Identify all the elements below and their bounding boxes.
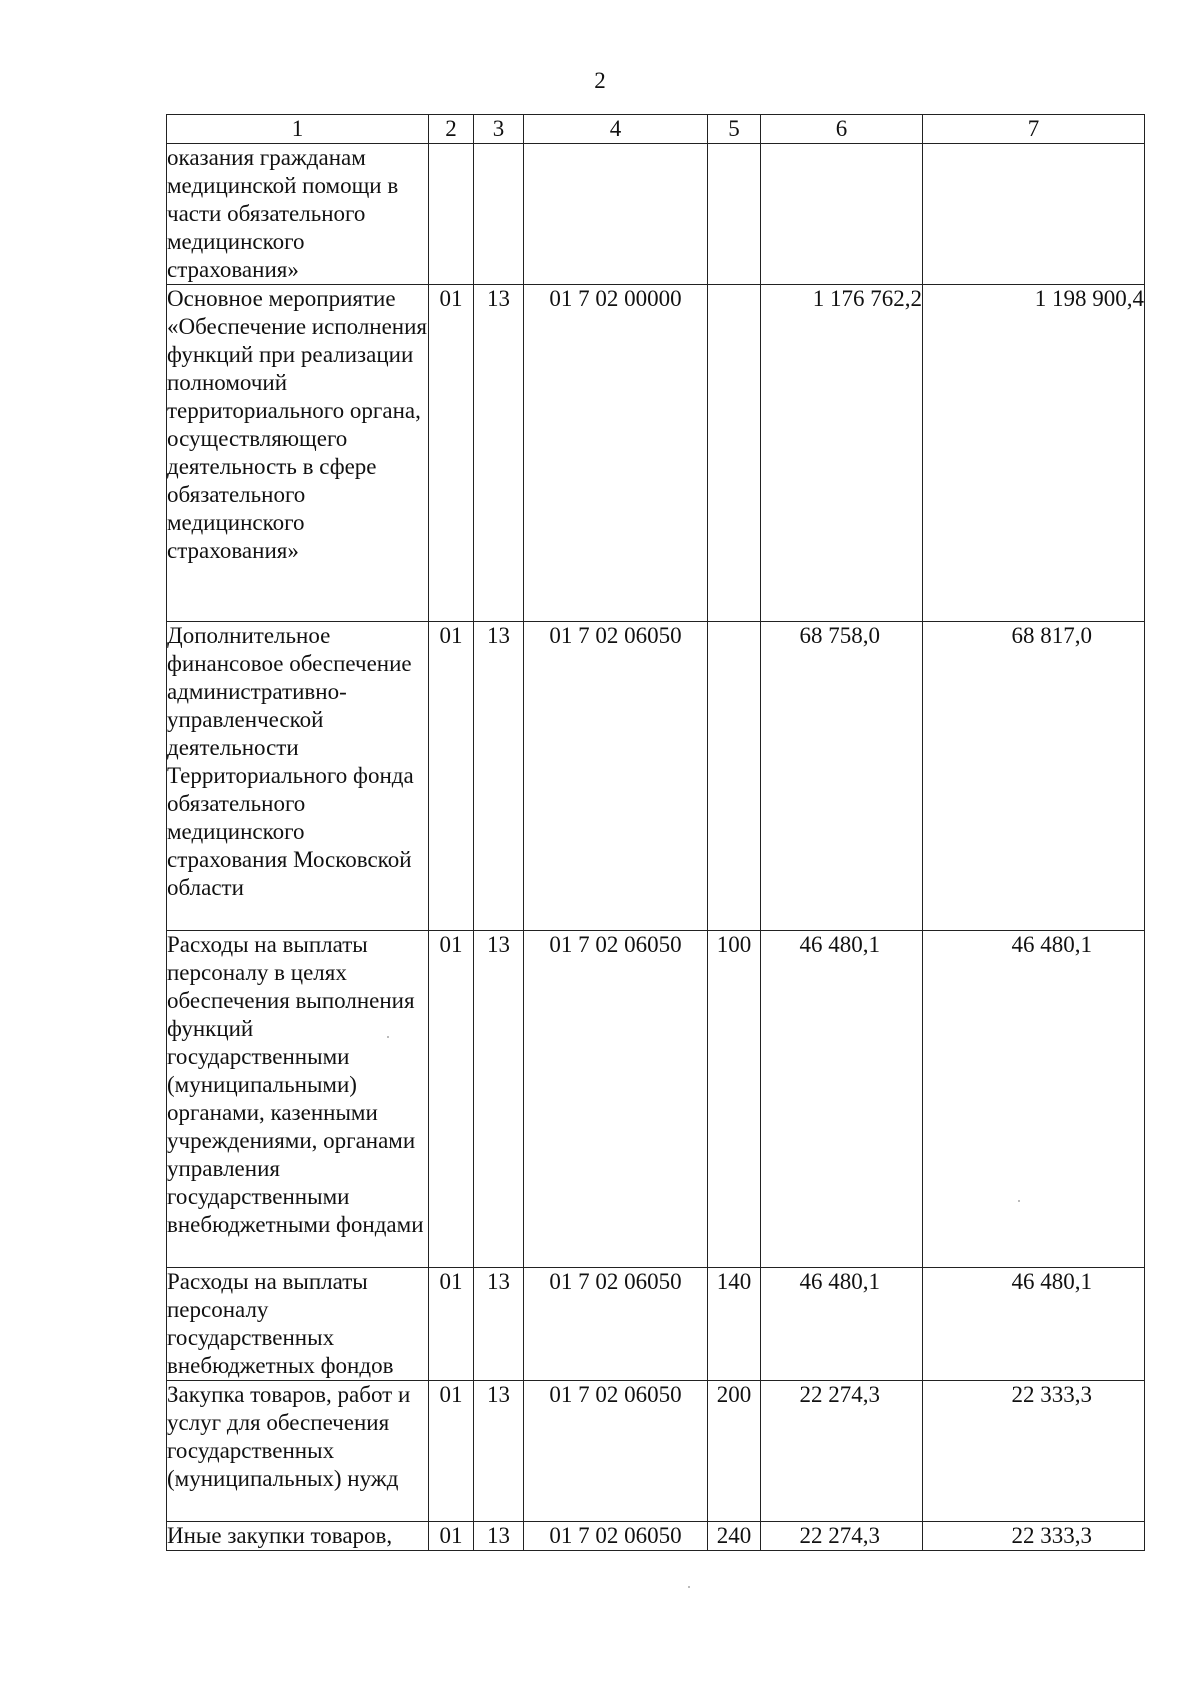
year1-amount-cell: 46 480,1 bbox=[761, 931, 923, 1268]
section-cell: 01 bbox=[429, 285, 474, 622]
year2-amount-cell: 1 198 900,4 bbox=[923, 285, 1145, 622]
section-cell: 01 bbox=[429, 1522, 474, 1551]
target-code-cell: 01 7 02 06050 bbox=[524, 622, 708, 931]
section-cell: 01 bbox=[429, 1268, 474, 1381]
target-code-cell: 01 7 02 06050 bbox=[524, 1268, 708, 1381]
table-header bbox=[167, 115, 1145, 144]
row-name-cell: Основное мероприятие «Обеспечение исполнения функций при реализации полномочий территориального органа, осуществляющего деятельность в сфере обязательного медицинского страхования» bbox=[167, 285, 429, 622]
column-header: 7 bbox=[923, 115, 1145, 144]
column-header: 4 bbox=[524, 115, 708, 144]
row-name-cell: Расходы на выплаты персоналу в целях обеспечения выполнения функций государственными (муниципальными) органами, казенными учреждениями, органами управления государственными внебюджетными фондами bbox=[167, 931, 429, 1268]
subsection-cell bbox=[474, 144, 524, 285]
expense-type-cell: 240 bbox=[708, 1522, 761, 1551]
budget-table bbox=[166, 114, 1145, 1551]
year2-amount-cell: 22 333,3 bbox=[923, 1522, 1145, 1551]
expense-type-cell: 200 bbox=[708, 1381, 761, 1522]
year2-amount-cell: 68 817,0 bbox=[923, 622, 1145, 931]
year2-amount-cell: 22 333,3 bbox=[923, 1381, 1145, 1522]
section-cell: 01 bbox=[429, 1381, 474, 1522]
year1-amount-cell: 22 274,3 bbox=[761, 1381, 923, 1522]
subsection-cell: 13 bbox=[474, 1268, 524, 1381]
section-cell: 01 bbox=[429, 931, 474, 1268]
target-code-cell bbox=[524, 144, 708, 285]
target-code-cell: 01 7 02 06050 bbox=[524, 1381, 708, 1522]
row-name-cell: Иные закупки товаров, bbox=[167, 1522, 429, 1551]
section-cell bbox=[429, 144, 474, 285]
year1-amount-cell: 1 176 762,2 bbox=[761, 285, 923, 622]
year1-amount-cell: 22 274,3 bbox=[761, 1522, 923, 1551]
table-row bbox=[167, 931, 1145, 1268]
page-number: 2 bbox=[594, 68, 606, 93]
scan-speck bbox=[688, 1586, 690, 1588]
column-header: 5 bbox=[708, 115, 761, 144]
expense-type-cell: 140 bbox=[708, 1268, 761, 1381]
column-header: 1 bbox=[167, 115, 429, 144]
table-row bbox=[167, 1268, 1145, 1381]
year1-amount-cell bbox=[761, 144, 923, 285]
subsection-cell: 13 bbox=[474, 285, 524, 622]
subsection-cell: 13 bbox=[474, 931, 524, 1268]
row-name-cell: оказания гражданам медицинской помощи в части обязательного медицинского страхования» bbox=[167, 144, 429, 285]
target-code-cell: 01 7 02 00000 bbox=[524, 285, 708, 622]
column-header: 2 bbox=[429, 115, 474, 144]
row-name-cell: Закупка товаров, работ и услуг для обеспечения государственных (муниципальных) нужд bbox=[167, 1381, 429, 1522]
subsection-cell: 13 bbox=[474, 1381, 524, 1522]
year2-amount-cell bbox=[923, 144, 1145, 285]
scan-speck bbox=[1018, 1200, 1020, 1202]
scan-speck bbox=[387, 1036, 389, 1038]
expense-type-cell bbox=[708, 622, 761, 931]
expense-type-cell bbox=[708, 285, 761, 622]
expense-type-cell bbox=[708, 144, 761, 285]
column-header: 6 bbox=[761, 115, 923, 144]
target-code-cell: 01 7 02 06050 bbox=[524, 1522, 708, 1551]
table-row bbox=[167, 622, 1145, 931]
section-cell: 01 bbox=[429, 622, 474, 931]
year1-amount-cell: 46 480,1 bbox=[761, 1268, 923, 1381]
subsection-cell: 13 bbox=[474, 1522, 524, 1551]
table-row bbox=[167, 1381, 1145, 1522]
year1-amount-cell: 68 758,0 bbox=[761, 622, 923, 931]
year2-amount-cell: 46 480,1 bbox=[923, 1268, 1145, 1381]
target-code-cell: 01 7 02 06050 bbox=[524, 931, 708, 1268]
table-row bbox=[167, 1522, 1145, 1551]
row-name-cell: Дополнительное финансовое обеспечение административно-управленческой деятельности Территориального фонда обязательного медицинского страхования Московской области bbox=[167, 622, 429, 931]
expense-type-cell: 100 bbox=[708, 931, 761, 1268]
header-row bbox=[167, 115, 1145, 144]
table-row bbox=[167, 285, 1145, 622]
column-header: 3 bbox=[474, 115, 524, 144]
row-name-cell: Расходы на выплаты персоналу государственных внебюджетных фондов bbox=[167, 1268, 429, 1381]
year2-amount-cell: 46 480,1 bbox=[923, 931, 1145, 1268]
subsection-cell: 13 bbox=[474, 622, 524, 931]
table-body bbox=[167, 144, 1145, 1551]
table-row bbox=[167, 144, 1145, 285]
